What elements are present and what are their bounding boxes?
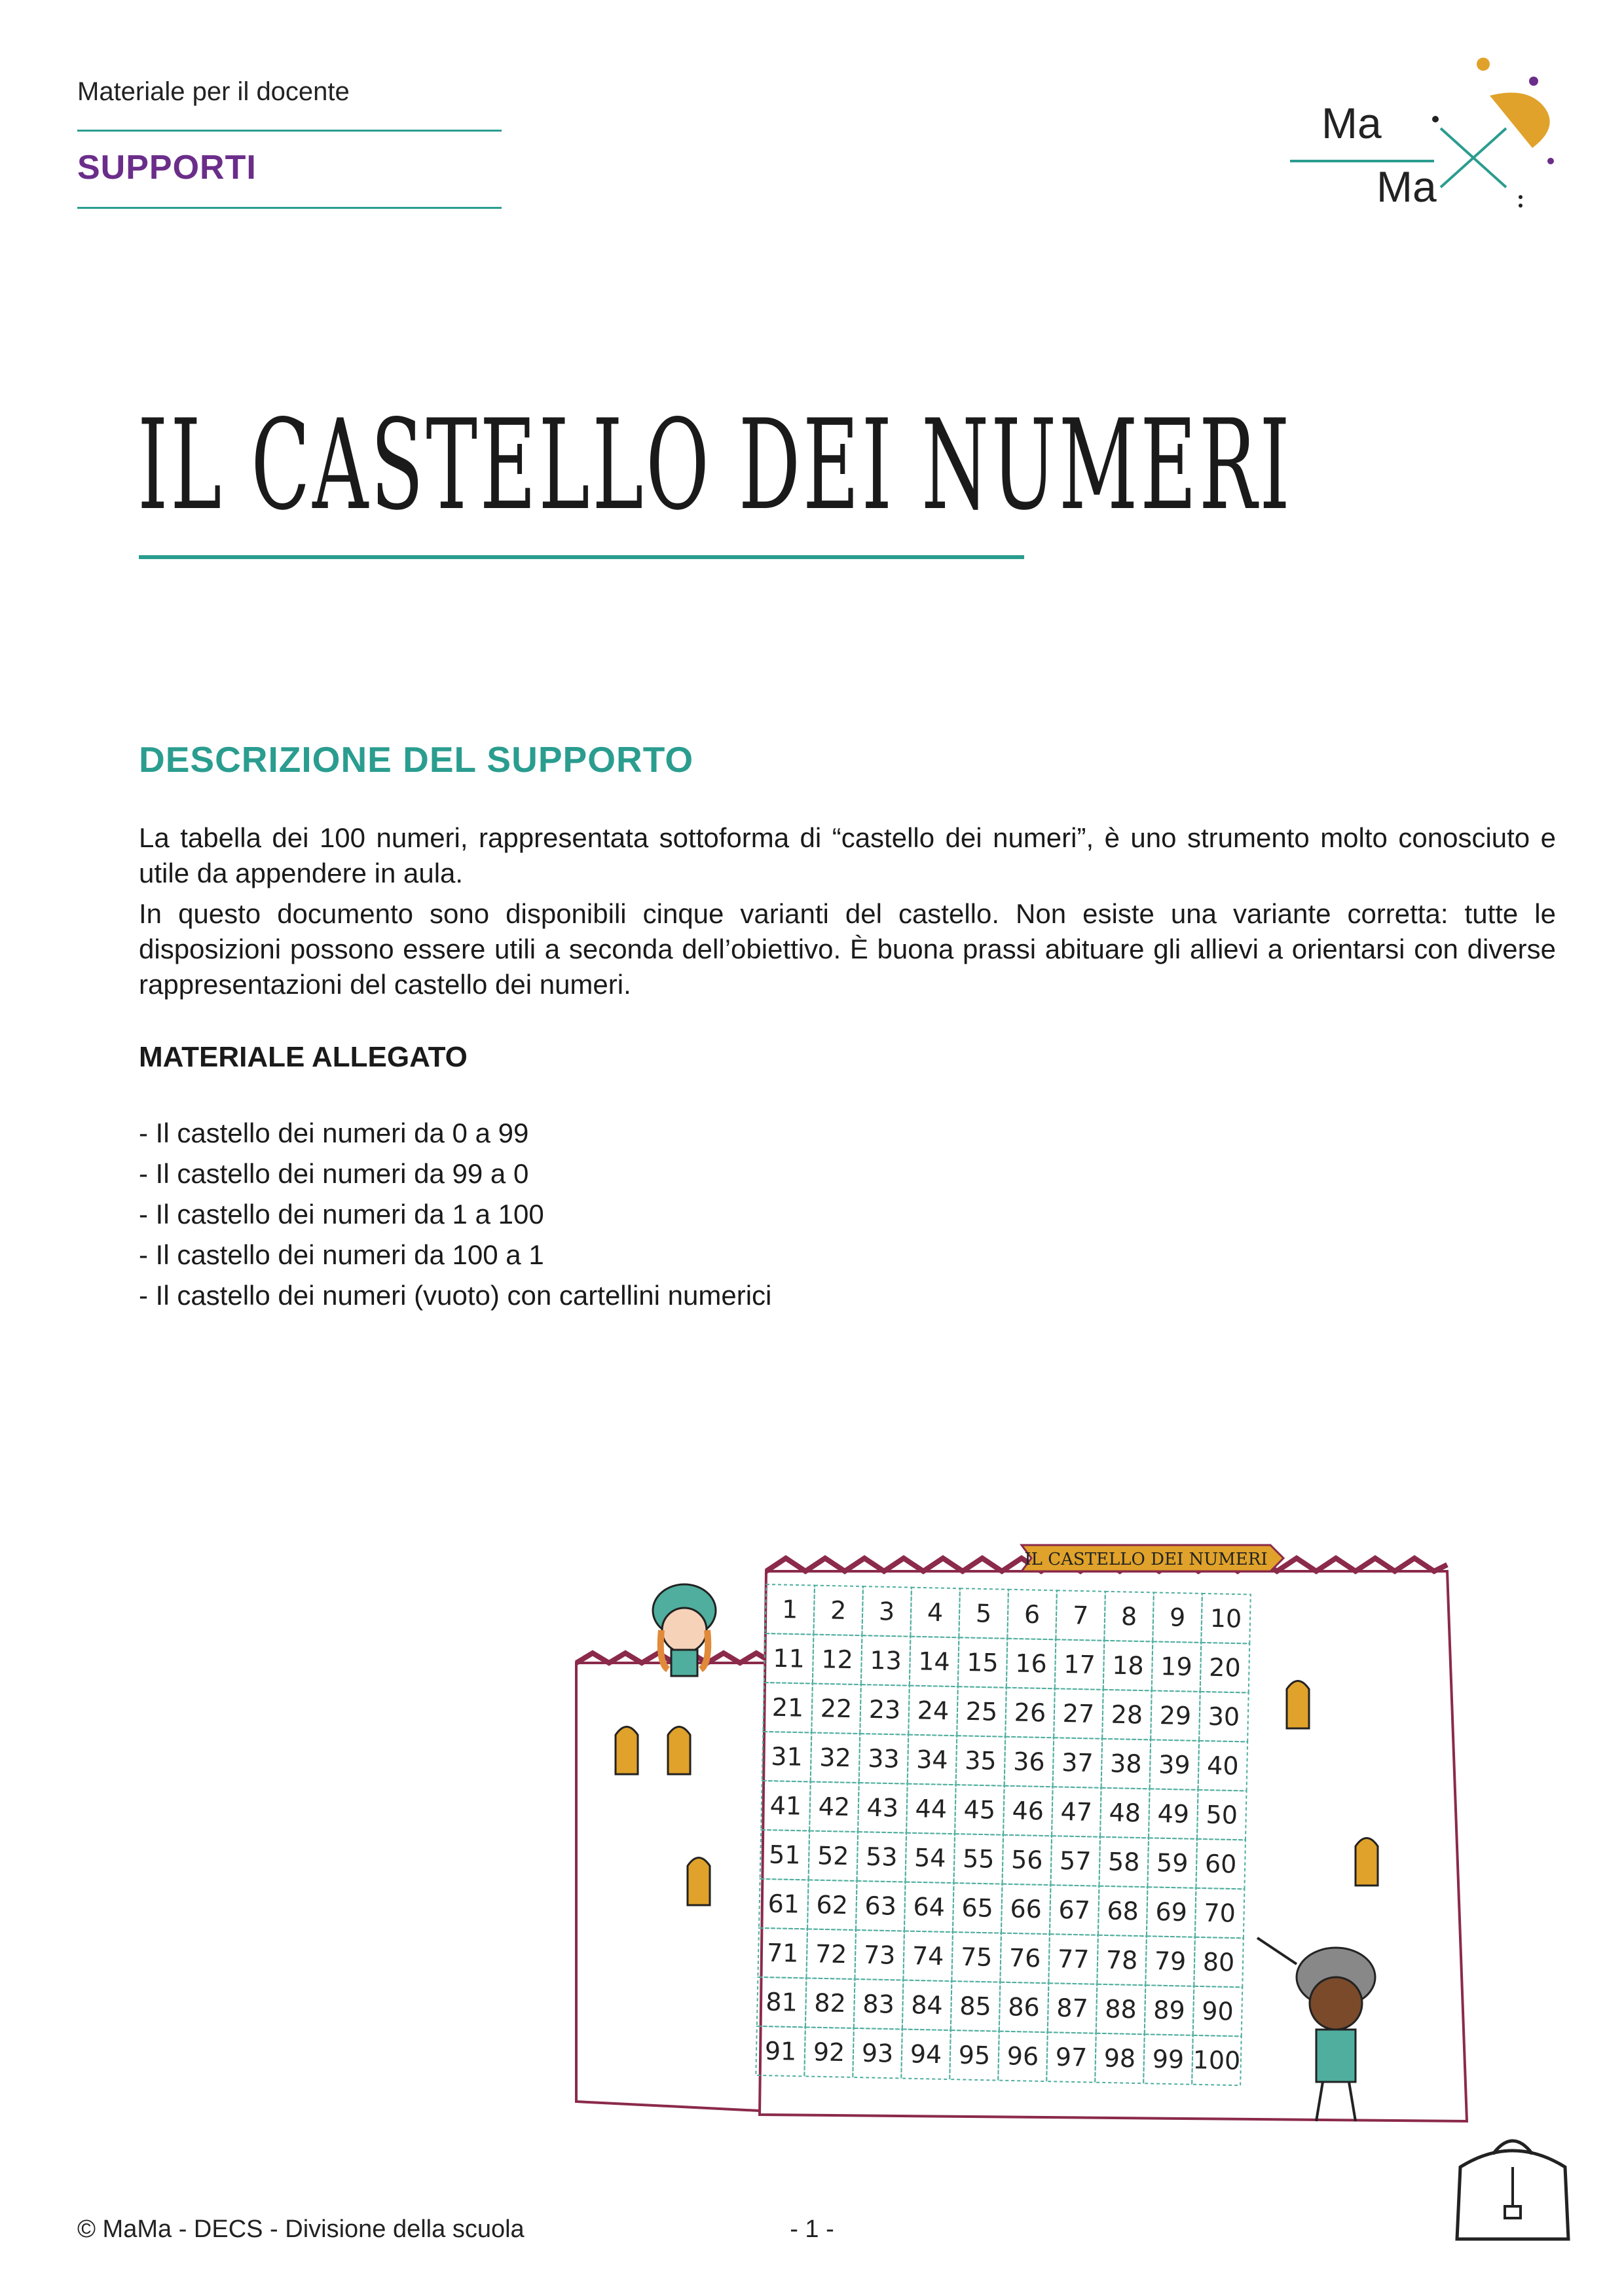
window-icon (668, 1727, 690, 1775)
grid-number: 24 (917, 1696, 950, 1726)
grid-number: 69 (1155, 1897, 1188, 1927)
grid-number: 44 (915, 1794, 948, 1824)
grid-number: 88 (1104, 1994, 1137, 2024)
knight-girl-icon (653, 1584, 716, 1676)
grid-number: 6 (1024, 1599, 1041, 1630)
grid-number: 19 (1160, 1652, 1193, 1682)
grid-number: 30 (1208, 1702, 1240, 1732)
grid-number: 20 (1208, 1652, 1242, 1683)
grid-number: 26 (1014, 1698, 1046, 1728)
grid-number: 96 (1006, 2041, 1039, 2071)
grid-number: 18 (1111, 1650, 1145, 1681)
grid-number: 32 (819, 1743, 852, 1773)
grid-number: 38 (1109, 1749, 1143, 1779)
grid-number: 28 (1111, 1700, 1143, 1730)
list-item: - Il castello dei numeri da 1 a 100 (139, 1199, 544, 1230)
grid-number: 67 (1058, 1895, 1091, 1925)
attachments-heading: MATERIALE ALLEGATO (139, 1041, 468, 1073)
grid-number: 95 (958, 2040, 991, 2070)
grid-number: 27 (1062, 1699, 1095, 1729)
grid-number: 52 (817, 1841, 849, 1871)
grid-number: 7 (1072, 1601, 1089, 1630)
window-icon (1287, 1681, 1309, 1729)
grid-number: 41 (769, 1791, 802, 1821)
grid-number: 9 (1169, 1603, 1186, 1632)
grid-number: 45 (963, 1795, 996, 1825)
grid-number: 59 (1156, 1848, 1189, 1878)
grid-number: 53 (865, 1842, 898, 1872)
grid-number: 62 (816, 1890, 849, 1920)
grid-number: 57 (1059, 1846, 1092, 1876)
list-item: - Il castello dei numeri (vuoto) con cartellini numerici (139, 1280, 772, 1311)
window-icon (1356, 1838, 1378, 1886)
title-underline (139, 555, 1024, 559)
footer-copyright: © MaMa - DECS - Divisione della scuola (77, 2215, 525, 2243)
grid-number: 82 (813, 1988, 847, 2018)
description-paragraph-1: La tabella dei 100 numeri, rappresentata sottoforma di “castello dei numeri”, è uno strumento molto conosciuto e utile da appendere in aula. (139, 822, 1556, 888)
window-icon (688, 1858, 710, 1906)
castle-illustration (563, 1532, 1493, 2147)
header-label: Materiale per il docente (77, 77, 350, 106)
grid-number: 75 (960, 1942, 993, 1972)
grid-number: 22 (820, 1694, 853, 1724)
header-divider-top (77, 130, 502, 132)
grid-number: 89 (1153, 1995, 1186, 2026)
grid-number: 60 (1204, 1849, 1237, 1879)
grid-number: 14 (917, 1647, 951, 1677)
grid-number: 49 (1157, 1799, 1190, 1829)
grid-number: 17 (1063, 1650, 1096, 1680)
grid-number: 85 (959, 1991, 992, 2021)
window-icon (616, 1727, 638, 1775)
grid-number: 91 (764, 2036, 797, 2066)
grid-number: 54 (913, 1843, 946, 1873)
grid-number: 87 (1056, 1993, 1089, 2023)
grid-number: 2 (830, 1595, 847, 1626)
grid-number: 31 (770, 1741, 803, 1772)
grid-number: 1 (781, 1595, 798, 1624)
grid-number: 42 (818, 1792, 851, 1822)
grid-number: 11 (773, 1643, 805, 1673)
grid-number: 8 (1120, 1601, 1137, 1631)
grid-number: 74 (912, 1941, 944, 1971)
grid-number: 80 (1202, 1947, 1235, 1977)
grid-number: 78 (1105, 1945, 1138, 1975)
page-title: IL CASTELLO DEI NUMERI (138, 393, 1293, 538)
logo-line1: Ma (1321, 99, 1382, 147)
grid-number: 16 (1014, 1649, 1048, 1679)
header-divider-bottom (77, 207, 502, 209)
grid-number: 73 (863, 1940, 896, 1970)
moon-icon (1490, 93, 1550, 149)
grid-number: 77 (1057, 1944, 1090, 1974)
grid-number: 25 (965, 1696, 998, 1726)
grid-number: 21 (771, 1692, 804, 1722)
castle-banner-text: IL CASTELLO DEI NUMERI (1024, 1550, 1268, 1569)
grid-number: 94 (910, 2039, 942, 2069)
grid-number: 72 (815, 1939, 847, 1969)
grid-number: 40 (1206, 1751, 1239, 1781)
grid-number: 29 (1159, 1701, 1192, 1731)
grid-number: 76 (1008, 1943, 1041, 1973)
grid-number: 64 (913, 1892, 946, 1922)
grid-number: 15 (966, 1647, 999, 1677)
grid-number: 47 (1060, 1796, 1093, 1827)
list-item: - Il castello dei numeri da 0 a 99 (139, 1118, 529, 1148)
grid-number: 84 (910, 1990, 944, 2020)
grid-number: 58 (1107, 1847, 1140, 1877)
grid-number: 51 (768, 1840, 801, 1870)
grid-number: 35 (964, 1745, 997, 1776)
grid-number: 71 (766, 1938, 799, 1968)
grid-number: 66 (1010, 1894, 1043, 1924)
attachments-list (139, 1113, 771, 1316)
grid-number: 100 (1192, 2045, 1241, 2075)
grid-number: 50 (1206, 1800, 1238, 1830)
school-bag-icon (1441, 2128, 1585, 2252)
mama-logo (1290, 56, 1565, 213)
grid-number: 36 (1012, 1747, 1046, 1777)
grid-number: 99 (1152, 2045, 1185, 2075)
description-paragraph-2: In questo documento sono disponibili cinque varianti del castello. Non esiste una variante corretta: tutte le disposizioni possono essere utili a seconda dell’obiettivo. È buona prassi abituare gli allievi a orientarsi con diverse rappresentazioni del castello dei numeri. (139, 898, 1556, 1000)
grid-number: 34 (915, 1745, 949, 1775)
grid-number: 86 (1007, 1992, 1041, 2022)
grid-number: 68 (1107, 1896, 1139, 1926)
grid-number: 43 (866, 1793, 899, 1823)
grid-number: 39 (1158, 1750, 1190, 1780)
grid-number: 5 (975, 1599, 992, 1628)
grid-number: 10 (1209, 1603, 1242, 1633)
grid-number: 98 (1103, 2043, 1136, 2073)
grid-number: 63 (864, 1891, 897, 1921)
description-heading: DESCRIZIONE DEL SUPPORTO (139, 739, 694, 780)
grid-number: 56 (1010, 1845, 1043, 1875)
logo-line2: Ma (1376, 162, 1437, 211)
grid-number: 65 (961, 1893, 994, 1923)
list-item: - Il castello dei numeri da 99 a 0 (139, 1158, 529, 1189)
grid-number: 97 (1055, 2042, 1088, 2072)
grid-number: 55 (962, 1844, 995, 1874)
grid-number: 70 (1204, 1898, 1236, 1928)
grid-number: 23 (868, 1694, 901, 1724)
grid-number: 4 (927, 1597, 944, 1628)
grid-number: 79 (1154, 1946, 1187, 1977)
grid-number: 83 (862, 1989, 895, 2019)
grid-number: 46 (1012, 1796, 1044, 1826)
grid-number: 33 (867, 1743, 900, 1774)
grid-number: 13 (869, 1645, 902, 1675)
grid-number: 48 (1109, 1798, 1141, 1828)
page-number: - 1 - (790, 2215, 834, 2243)
grid-number: 90 (1201, 1996, 1234, 2026)
grid-number: 93 (861, 2038, 894, 2068)
grid-number: 61 (767, 1889, 800, 1919)
header-section: SUPPORTI (77, 149, 257, 187)
list-item: - Il castello dei numeri da 100 a 1 (139, 1239, 544, 1270)
grid-number: 3 (878, 1597, 895, 1626)
grid-number: 12 (821, 1645, 854, 1675)
grid-number: 37 (1061, 1748, 1094, 1778)
grid-number: 81 (766, 1987, 798, 2017)
grid-number: 92 (813, 2037, 845, 2068)
